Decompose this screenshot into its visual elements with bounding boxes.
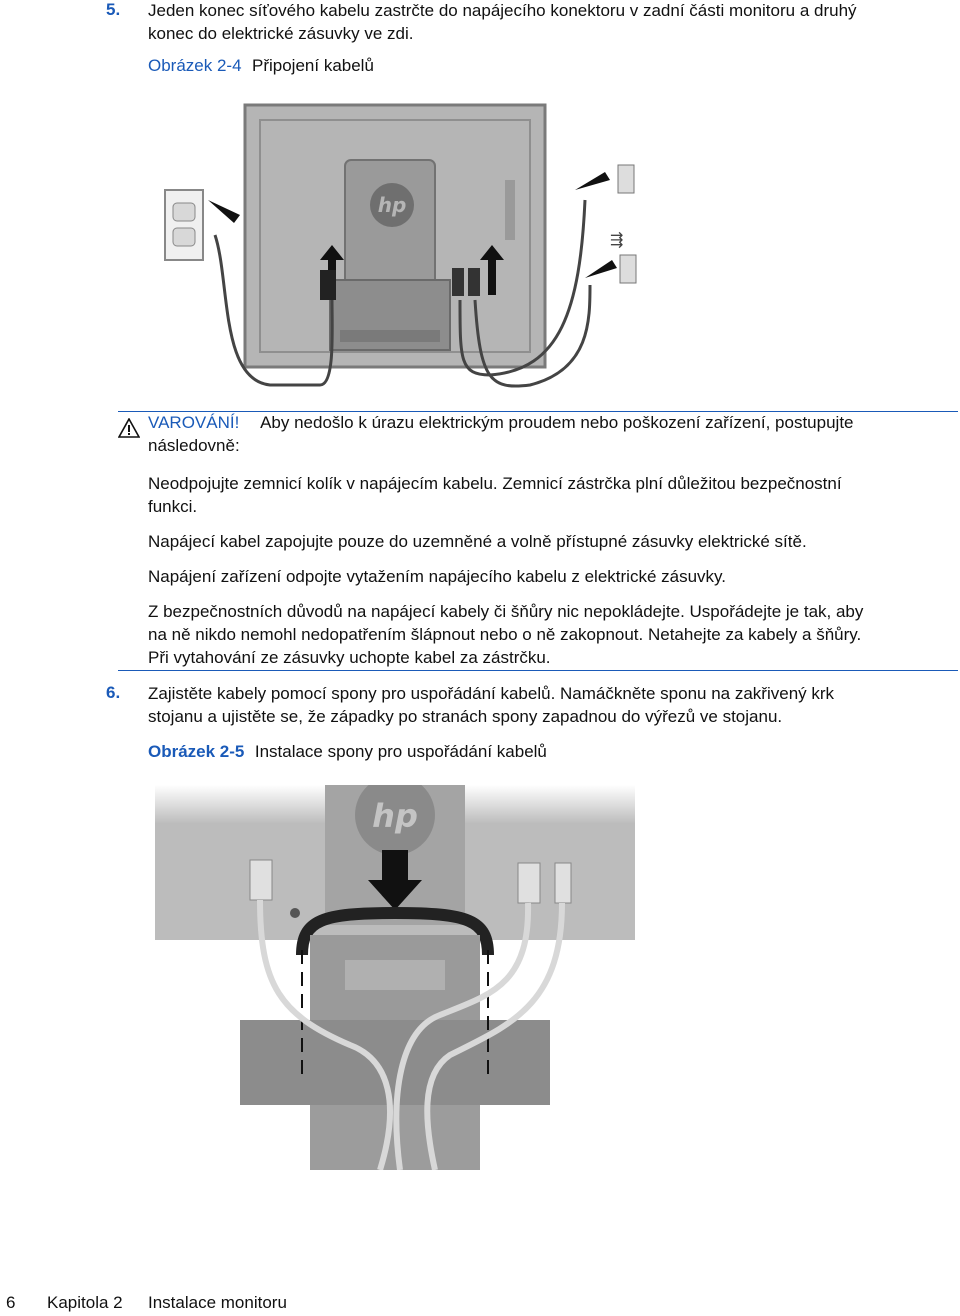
figure-2-5-title: Instalace spony pro uspořádání kabelů xyxy=(254,742,547,761)
step-6-line-2: stojanu a ujistěte se, že západky po stranách spony zapadnou do výřezů ve stojanu. xyxy=(148,707,783,726)
warning-p1-line-1: Neodpojujte zemnicí kolík v napájecím kabelu. Zemnicí zástrčka plní důležitou bezpečnostní xyxy=(148,474,842,493)
power-plug xyxy=(320,270,336,300)
arrow-dvi xyxy=(575,172,610,190)
warning-paragraph-4 xyxy=(148,600,958,669)
outlet-socket-bottom xyxy=(173,228,195,246)
cable-connection-illustration xyxy=(160,100,650,400)
wall-outlet xyxy=(165,190,203,260)
figure-2-4-title: Připojení kabelů xyxy=(252,56,374,75)
warning-p4-line-3: Při vytahování ze zásuvky uchopte kabel za zástrčku. xyxy=(148,648,551,667)
monitor-side-slot xyxy=(505,180,515,240)
footer-chapter: Kapitola 2 xyxy=(47,1293,123,1312)
figure-2-5-label: Obrázek 2-5 xyxy=(148,742,245,761)
usb-icon: ⇶ xyxy=(610,230,624,249)
step-6-line-1: Zajistěte kabely pomocí spony pro uspořádání kabelů. Namáčkněte sponu na zakřivený krk xyxy=(148,684,835,703)
step-5-number: 5. xyxy=(106,0,121,19)
warning-paragraph-1 xyxy=(148,472,948,518)
warning-intro xyxy=(148,411,948,434)
stand-foot xyxy=(340,330,440,342)
warning-label: VAROVÁNÍ! xyxy=(148,413,240,432)
step-6-text xyxy=(148,682,948,728)
arrow-vga xyxy=(585,260,617,278)
outlet-socket-top xyxy=(173,203,195,221)
step-5-line-1: Jeden konec síťového kabelu zastrčte do napájecího konektoru v zadní části monitoru a druhý xyxy=(148,1,857,20)
vga-plug xyxy=(555,863,571,903)
arrow-to-outlet xyxy=(208,200,240,223)
lock-slot xyxy=(290,908,300,918)
figure-2-4-caption xyxy=(148,56,374,76)
vga-port xyxy=(620,255,636,283)
warning-p1-line-2: funkci. xyxy=(148,497,198,516)
dvi-plug xyxy=(452,268,464,296)
warning-paragraph-3: Napájení zařízení odpojte vytažením napájecího kabelu z elektrické zásuvky. xyxy=(148,567,726,586)
stand-neck-joint xyxy=(345,960,445,990)
warning-paragraph-2: Napájecí kabel zapojujte pouze do uzemněné a volně přístupné zásuvky elektrické sítě. xyxy=(148,532,807,551)
step-5-line-2: konec do elektrické zásuvky ve zdi. xyxy=(148,24,414,43)
dvi-plug xyxy=(518,863,540,903)
footer-section: Instalace monitoru xyxy=(148,1293,287,1312)
step-5-text xyxy=(148,0,948,45)
warning-bottom-rule xyxy=(118,670,958,671)
warning-p4-line-1: Z bezpečnostních důvodů na napájecí kabely či šňůry nic nepokládejte. Uspořádejte je tak, aby xyxy=(148,602,864,621)
warning-p4-line-2: na ně nikdo nemohl nedopatřením šlápnout nebo o ně zakopnout. Netahejte za kabely a šňůry. xyxy=(148,625,862,644)
figure-2-4-label: Obrázek 2-4 xyxy=(148,56,242,75)
step-6-number: 6. xyxy=(106,683,121,702)
cable-clip-illustration xyxy=(150,785,640,1170)
page-number: 6 xyxy=(6,1293,16,1312)
warning-intro-line-2: následovně: xyxy=(148,436,240,455)
warning-icon xyxy=(118,418,140,438)
figure-2-5-caption xyxy=(148,742,547,762)
vga-plug xyxy=(468,268,480,296)
dvi-port xyxy=(618,165,634,193)
power-plug xyxy=(250,860,272,900)
hp-logo-text: hp xyxy=(377,193,407,217)
hp-logo-text: hp xyxy=(372,797,418,835)
warning-intro-line-1: Aby nedošlo k úrazu elektrickým proudem nebo poškození zařízení, postupujte xyxy=(260,413,854,432)
